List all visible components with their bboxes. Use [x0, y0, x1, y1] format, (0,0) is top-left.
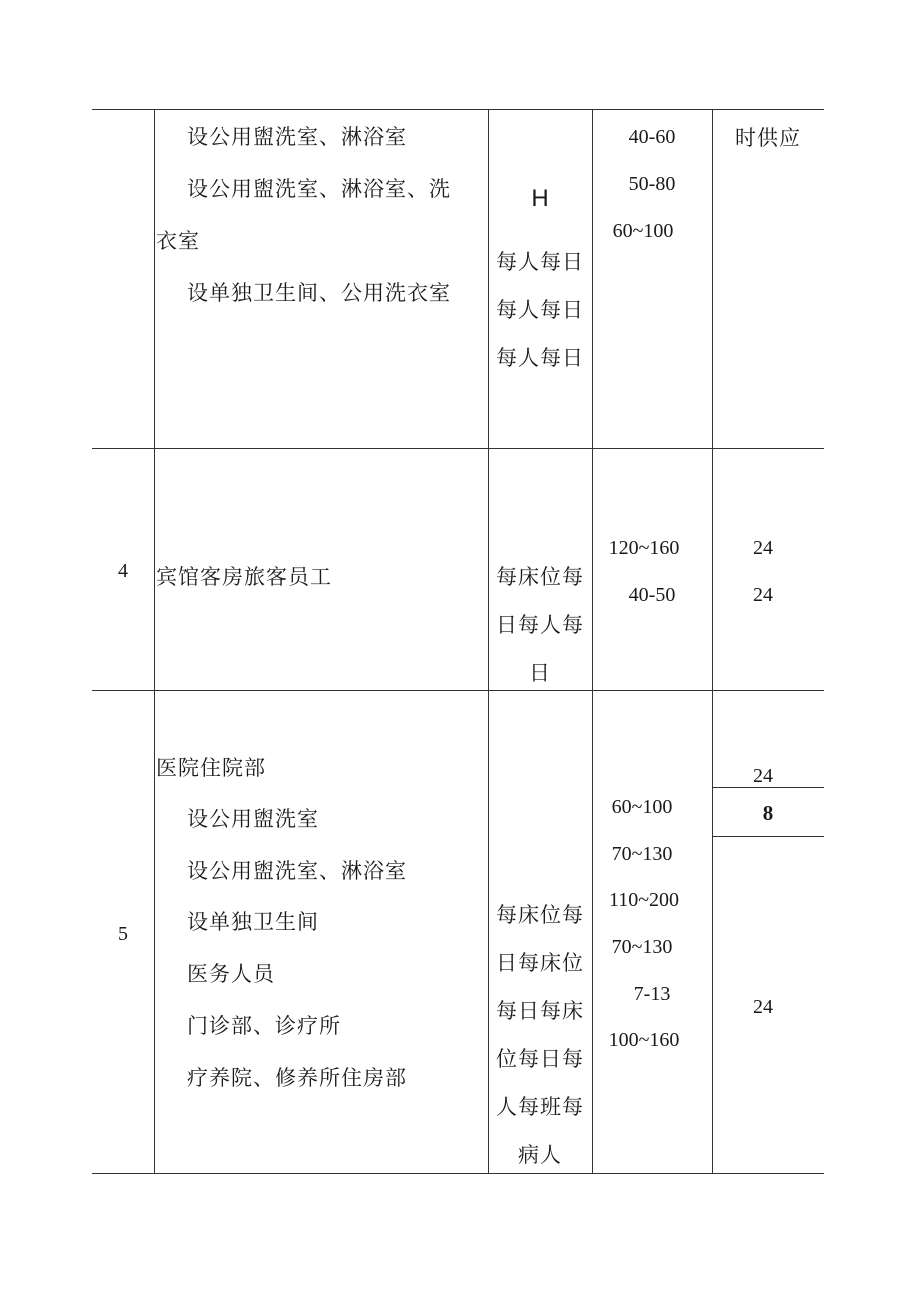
row1-hours: 时供应: [735, 126, 801, 150]
row2-hours-1: 24: [753, 537, 773, 559]
row3-desc-line1: 医院住院部: [156, 756, 266, 780]
row2-quota-1: 120~160: [608, 537, 680, 559]
row3-quota-3: 110~200: [608, 889, 680, 911]
row-divider-1: [92, 448, 824, 449]
row2-unit-line1: 每床位每: [496, 565, 584, 589]
row3-quota-5: 7-13: [633, 983, 671, 1005]
row3-hours-3: 24: [753, 996, 773, 1018]
row3-desc-line4: 设单独卫生间: [187, 910, 319, 934]
row2-unit-line3: 日: [529, 661, 551, 685]
row2-hours-2: 24: [753, 584, 773, 606]
row1-desc-line4: 设单独卫生间、公用洗衣室: [187, 281, 451, 305]
row3-desc-line7: 疗养院、修养所住房部: [187, 1066, 407, 1090]
row3-quota-2: 70~130: [611, 843, 673, 865]
table-bottom-border: [92, 1173, 824, 1174]
row3-quota-1: 60~100: [611, 796, 673, 818]
row1-quota-3: 60~100: [612, 220, 674, 242]
row3-quota-4: 70~130: [611, 936, 673, 958]
row3-hours-1: 24: [753, 765, 773, 787]
row3-unit-line6: 病人: [518, 1143, 562, 1167]
row3-unit-line1: 每床位每: [496, 903, 584, 927]
row3-desc-line5: 医务人员: [187, 962, 275, 986]
hours-sub-divider-2: [713, 836, 824, 837]
row1-unit-line2: 每人每日: [496, 298, 584, 322]
row1-unit-marker: H: [531, 185, 549, 212]
row3-unit-line3: 每日每床: [496, 999, 584, 1023]
col-divider-quota: [712, 109, 713, 1173]
row1-unit-line1: 每人每日: [496, 250, 584, 274]
row2-index: 4: [118, 560, 128, 582]
col-divider-desc: [488, 109, 489, 1173]
row2-unit-line2: 日每人每: [496, 613, 584, 637]
row3-index: 5: [118, 923, 128, 945]
row3-unit-line2: 日每床位: [496, 951, 584, 975]
row1-desc-line2: 设公用盥洗室、淋浴室、洗: [187, 177, 451, 201]
col-divider-index: [154, 109, 155, 1173]
row1-quota-1: 40-60: [628, 126, 676, 148]
col-divider-unit: [592, 109, 593, 1173]
row2-desc: 宾馆客房旅客员工: [156, 565, 332, 589]
row1-desc-line3: 衣室: [156, 229, 200, 253]
row1-desc-line1: 设公用盥洗室、淋浴室: [187, 125, 407, 149]
row3-desc-line6: 门诊部、诊疗所: [187, 1014, 341, 1038]
row3-quota-6: 100~160: [608, 1029, 680, 1051]
row-divider-2: [92, 690, 824, 691]
row3-desc-line3: 设公用盥洗室、淋浴室: [187, 859, 407, 883]
row3-unit-line5: 人每班每: [496, 1095, 584, 1119]
row3-hours-2: 8: [762, 801, 774, 825]
row3-unit-line4: 位每日每: [496, 1047, 584, 1071]
row1-quota-2: 50-80: [628, 173, 676, 195]
row3-desc-line2: 设公用盥洗室: [187, 807, 319, 831]
row2-quota-2: 40-50: [628, 584, 676, 606]
row1-unit-line3: 每人每日: [496, 346, 584, 370]
table-top-border: [92, 109, 824, 110]
